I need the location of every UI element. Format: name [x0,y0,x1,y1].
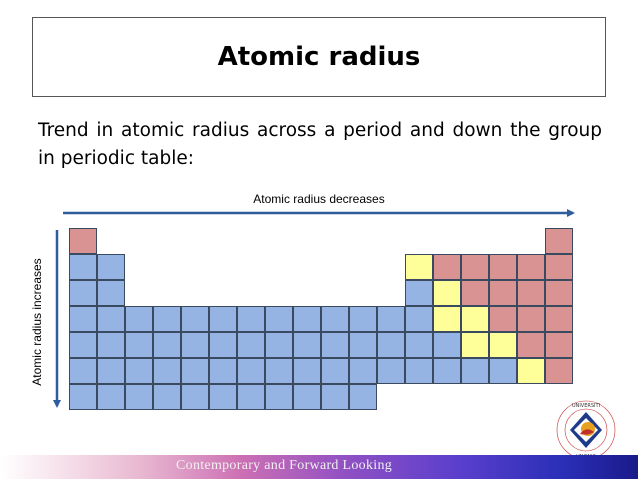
element-cell [293,358,321,384]
element-cell [545,280,573,306]
element-cell [153,306,181,332]
element-cell [97,358,125,384]
element-cell [489,358,517,384]
element-cell [517,280,545,306]
element-cell [405,306,433,332]
element-cell [69,228,97,254]
element-cell [97,384,125,410]
element-cell [237,358,265,384]
element-cell [461,358,489,384]
element-cell [377,306,405,332]
element-cell [405,332,433,358]
element-cell [433,254,461,280]
element-cell [349,358,377,384]
footer-banner [0,455,638,479]
element-cell [489,254,517,280]
element-cell [125,306,153,332]
element-cell [97,332,125,358]
element-cell [433,332,461,358]
atomic-radius-decreases-label: Atomic radius decreases [253,192,385,206]
element-cell [293,384,321,410]
element-cell [69,358,97,384]
element-cell [461,332,489,358]
element-cell [181,332,209,358]
element-cell [489,332,517,358]
periodic-table-grid [69,228,575,410]
element-cell [517,254,545,280]
element-cell [545,306,573,332]
element-cell [405,358,433,384]
element-cell [433,306,461,332]
element-cell [69,254,97,280]
svg-text:UNIVERSITI: UNIVERSITI [571,403,601,409]
element-cell [545,228,573,254]
element-cell [209,358,237,384]
element-cell [461,280,489,306]
element-cell [349,332,377,358]
element-cell [517,358,545,384]
footer-tagline: Contemporary and Forward Looking [176,458,393,473]
element-cell [517,306,545,332]
element-cell [405,280,433,306]
element-cell [321,358,349,384]
element-cell [69,332,97,358]
page-title: Atomic radius [217,42,421,72]
intro-text: Trend in atomic radius across a period and down the group in periodic table: [38,120,602,169]
element-cell [153,384,181,410]
element-cell [545,358,573,384]
element-cell [377,358,405,384]
element-cell [265,332,293,358]
element-cell [489,306,517,332]
element-cell [293,332,321,358]
element-cell [237,306,265,332]
element-cell [209,306,237,332]
element-cell [545,254,573,280]
element-cell [489,280,517,306]
element-cell [97,306,125,332]
element-cell [433,358,461,384]
element-cell [69,280,97,306]
element-cell [321,306,349,332]
element-cell [321,332,349,358]
atomic-radius-increases-label: Atomic radius increases [30,258,44,386]
element-cell [69,306,97,332]
element-cell [153,332,181,358]
element-cell [97,254,125,280]
element-cell [461,306,489,332]
element-cell [181,384,209,410]
element-cell [69,384,97,410]
element-cell [237,384,265,410]
element-cell [97,280,125,306]
element-cell [545,332,573,358]
element-cell [265,358,293,384]
element-cell [125,332,153,358]
element-cell [349,384,377,410]
unimas-logo-icon [554,398,618,462]
element-cell [321,384,349,410]
element-cell [517,332,545,358]
element-cell [209,332,237,358]
element-cell [265,384,293,410]
element-cell [125,358,153,384]
element-cell [237,332,265,358]
element-cell [125,384,153,410]
element-cell [377,332,405,358]
element-cell [461,254,489,280]
element-cell [181,306,209,332]
element-cell [181,358,209,384]
element-cell [293,306,321,332]
element-cell [153,358,181,384]
element-cell [433,280,461,306]
element-cell [405,254,433,280]
element-cell [349,306,377,332]
element-cell [265,306,293,332]
element-cell [209,384,237,410]
